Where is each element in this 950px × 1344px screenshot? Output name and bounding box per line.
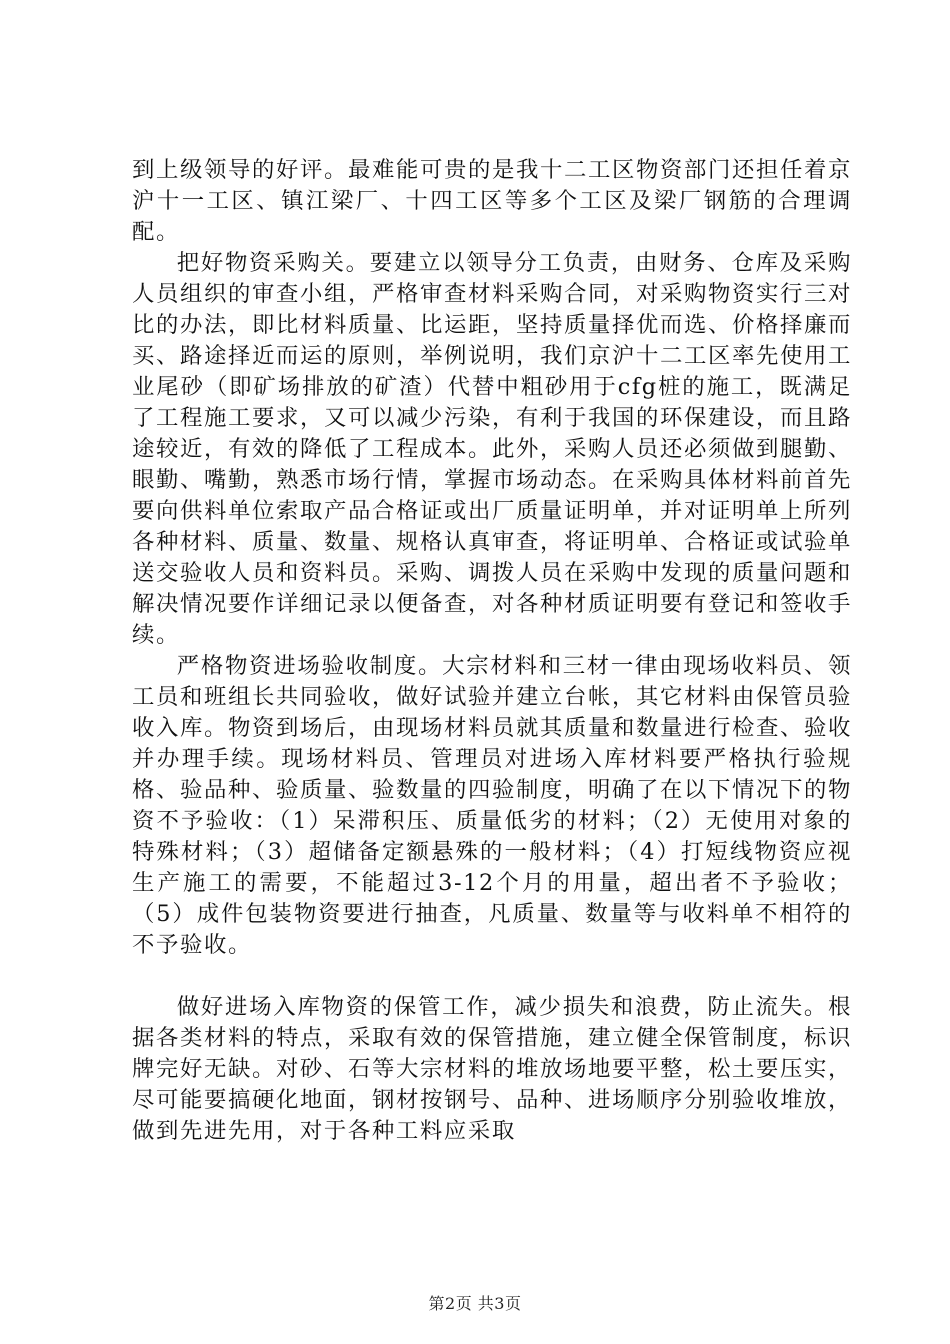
paragraph-storage: 做好进场入库物资的保管工作，减少损失和浪费，防止流失。根据各类材料的特点，采取有效的保管措施，建立健全保管制度，标识牌完好无缺。对砂、石等大宗材料的堆放场地要平整，松土要压实，尽可能要搞硬化地面，钢材按钢号、品种、进场顺序分别验收堆放，做到先进先用，对于各种工料应采取 — [132, 994, 852, 1144]
paragraph-acceptance: 严格物资进场验收制度。大宗材料和三材一律由现场收料员、领工员和班组长共同验收，做好试验并建立台帐，其它材料由保管员验收入库。物资到场后，由现场材料员就其质量和数量进行检查、验收并办理手续。现场材料员、管理员对进场入库材料要严格执行验规格、验品种、验质量、验数量的四验制度，明确了在以下情况下的物资不予验收：（1）呆滞积压、质量低劣的材料；（2）无使用对象的特殊材料；（3）超储备定额悬殊的一般材料；（4）打短线物资应视生产施工的需要，不能超过3-12个月的用量，超出者不予验收；（5）成件包装物资要进行抽查，凡质量、数量等与收料单不相符的不予验收。 — [132, 653, 852, 958]
page-footer: 第2页 共3页 — [428, 1294, 522, 1313]
paragraph-procurement: 把好物资采购关。要建立以领导分工负责，由财务、仓库及采购人员组织的审查小组，严格审查材料采购合同，对采购物资实行三对比的办法，即比材料质量、比运距，坚持质量择优而选、价格择廉而买、路途择近而运的原则，举例说明，我们京沪十二工区率先使用工业尾砂（即矿场排放的矿渣）代替中粗砂用于cfg桩的施工，既满足了工程施工要求，又可以减少污染，有利于我国的环保建设，而且路途较近，有效的降低了工程成本。此外，采购人员还必须做到腿勤、眼勤、嘴勤，熟悉市场行情，掌握市场动态。在采购具体材料前首先要向供料单位索取产品合格证或出厂质量证明单，并对证明单上所列各种材料、质量、数量、规格认真审查，将证明单、合格证或试验单送交验收人员和资料员。采购、调拨人员在采购中发现的质量问题和解决情况要作详细记录以便备查，对各种材质证明要有登记和签收手续。 — [132, 250, 852, 648]
paragraph-continuation: 到上级领导的好评。最难能可贵的是我十二工区物资部门还担任着京沪十一工区、镇江梁厂、十四工区等多个工区及梁厂钢筋的合理调配。 — [132, 157, 852, 245]
document-body — [132, 155, 852, 1147]
